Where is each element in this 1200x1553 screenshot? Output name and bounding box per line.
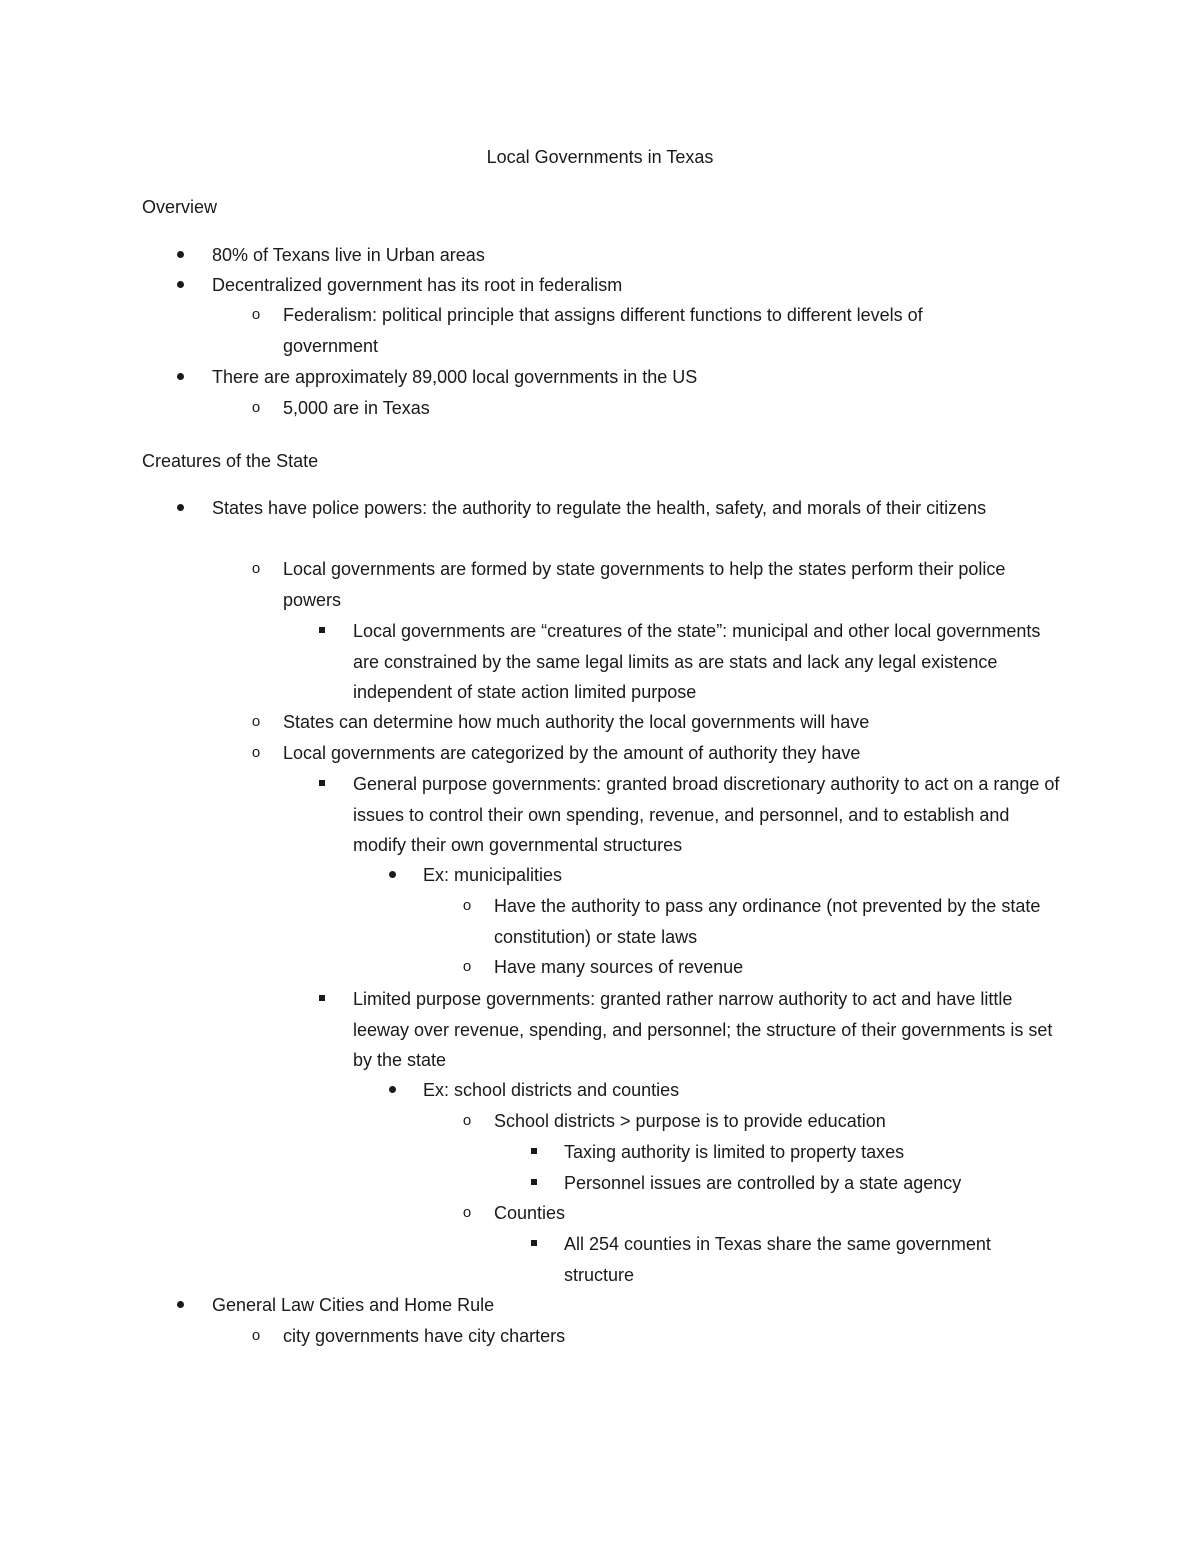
- bullet-circle: o: [251, 744, 261, 761]
- bullet-square: [312, 769, 332, 800]
- list-item: Taxing authority is limited to property taxes: [564, 1142, 905, 1162]
- list-item: School districts > purpose is to provide education: [494, 1111, 886, 1131]
- list-item: Decentralized government has its root in federalism: [212, 275, 623, 295]
- list-item: States can determine how much authority the local governments will have: [283, 712, 870, 732]
- bullet-circle: o: [251, 560, 261, 577]
- bullet-circle: o: [462, 1112, 472, 1129]
- bullet-circle: o: [462, 1204, 472, 1221]
- list-item: Federalism: political principle that assigns different functions to different levels of government: [283, 305, 923, 356]
- section-heading-overview: Overview: [142, 197, 218, 217]
- bullet-disc: [382, 860, 402, 891]
- list-item: Local governments are formed by state governments to help the states perform their police powers: [283, 559, 1006, 610]
- bullet-circle: o: [251, 713, 261, 730]
- bullet-disc: [170, 1290, 190, 1321]
- bullet-disc: [170, 240, 190, 271]
- bullet-circle: o: [251, 399, 261, 416]
- bullet-circle: o: [251, 306, 261, 323]
- list-item: city governments have city charters: [283, 1326, 566, 1346]
- list-item: Personnel issues are controlled by a state agency: [564, 1173, 962, 1193]
- list-item: Have many sources of revenue: [494, 957, 744, 977]
- list-item: Have the authority to pass any ordinance (not prevented by the state constitution) or state laws: [494, 896, 1041, 947]
- bullet-disc: [382, 1075, 402, 1106]
- list-item: There are approximately 89,000 local governments in the US: [212, 367, 698, 387]
- list-item: 80% of Texans live in Urban areas: [212, 245, 485, 265]
- bullet-square: [312, 984, 332, 1015]
- bullet-square: [524, 1168, 544, 1199]
- bullet-circle: o: [251, 1327, 261, 1344]
- bullet-circle: o: [462, 958, 472, 975]
- list-item: Counties: [494, 1203, 566, 1223]
- list-item: 5,000 are in Texas: [283, 398, 430, 418]
- section-heading-creatures-of-the-state: Creatures of the State: [142, 451, 319, 471]
- list-item: General purpose governments: granted broad discretionary authority to act on a range of issues to control their own spending, revenue, and personnel, and to establish and modify their own governmental structures: [353, 774, 1060, 856]
- list-item: Limited purpose governments: granted rather narrow authority to act and have little leeway over revenue, spending, and personnel; the structure of their governments is set by the state: [353, 989, 1053, 1071]
- bullet-disc: [170, 270, 190, 301]
- bullet-disc: [170, 493, 190, 524]
- list-item: States have police powers: the authority to regulate the health, safety, and morals of their citizens: [212, 498, 987, 518]
- page-title: Local Governments in Texas: [486, 147, 714, 167]
- bullet-square: [524, 1229, 544, 1260]
- list-item: Ex: school districts and counties: [423, 1080, 680, 1100]
- list-item: Local governments are categorized by the amount of authority they have: [283, 743, 861, 763]
- list-item: All 254 counties in Texas share the same government structure: [564, 1234, 991, 1285]
- list-item: Ex: municipalities: [423, 865, 563, 885]
- bullet-square: [524, 1137, 544, 1168]
- list-item: General Law Cities and Home Rule: [212, 1295, 495, 1315]
- bullet-disc: [170, 362, 190, 393]
- bullet-square: [312, 616, 332, 647]
- list-item: Local governments are “creatures of the state”: municipal and other local governments are constrained by the same legal limits as are stats and lack any legal existence independent of state action limited purpose: [353, 621, 1041, 703]
- bullet-circle: o: [462, 897, 472, 914]
